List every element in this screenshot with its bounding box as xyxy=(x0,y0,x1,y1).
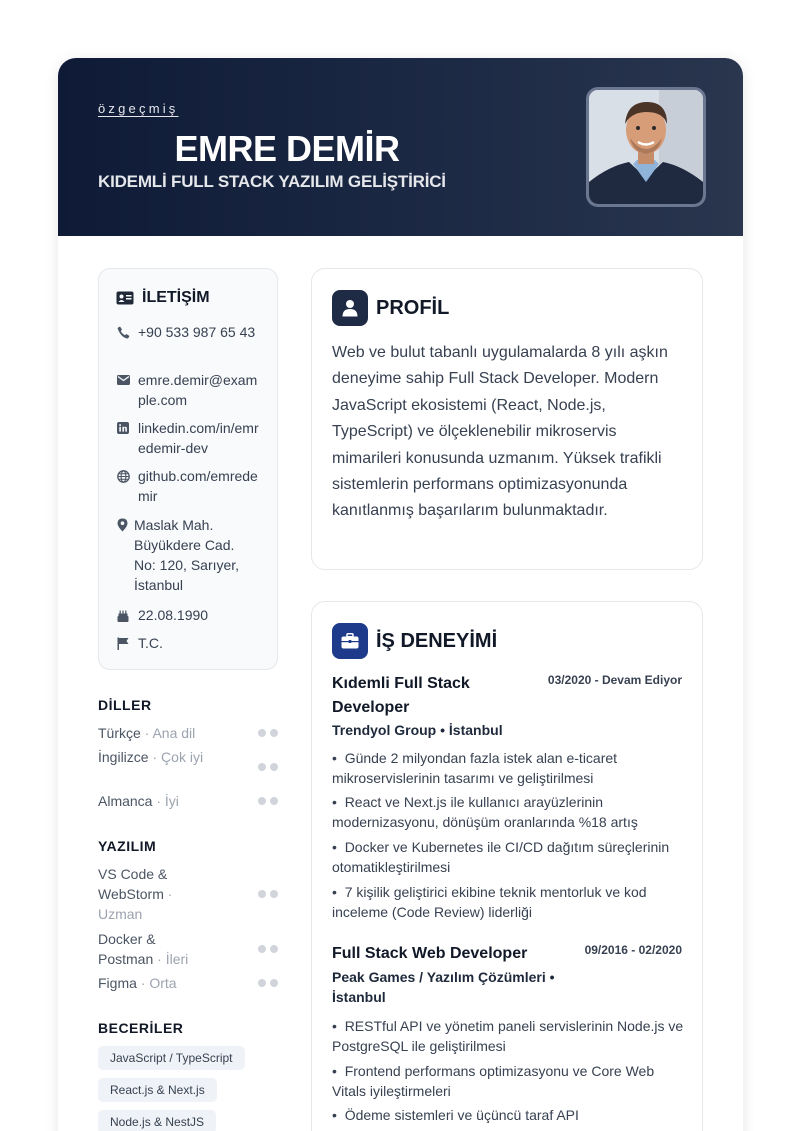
language-name: İngilizce xyxy=(98,749,149,765)
job-bullet-text: Docker ve Kubernetes ile CI/CD dağıtım süreçlerinin otomatikleştirilmesi xyxy=(332,839,670,875)
skill-chip: JavaScript / TypeScript xyxy=(98,1046,245,1070)
envelope-icon xyxy=(116,370,130,390)
job-bullet-text: Günde 2 milyondan fazla istek alan e-ticaret mikroservislerinin tasarımı ve geliştirilmesi xyxy=(332,750,618,786)
birthdate-text: 22.08.1990 xyxy=(138,607,209,623)
software-item: VS Code & WebStorm · Uzman xyxy=(98,864,278,924)
map-pin-icon xyxy=(116,515,128,535)
experience-heading-label: İŞ DENEYİMİ xyxy=(376,629,498,652)
languages-heading: DİLLER xyxy=(98,697,152,713)
language-name: Türkçe xyxy=(98,725,141,741)
sidebar xyxy=(98,268,278,1129)
contact-address xyxy=(116,515,252,595)
language-item: Almanca · İyi xyxy=(98,791,278,811)
skill-chip: React.js & Next.js xyxy=(98,1078,217,1102)
software-name: VS Code & WebStorm xyxy=(98,866,168,902)
cake-icon xyxy=(116,605,130,625)
software-heading: YAZILIM xyxy=(98,838,157,854)
job-bullet: • Docker ve Kubernetes ile CI/CD dağıtım süreçlerinin otomatikleştirilmesi xyxy=(332,839,670,875)
github-text: github.com/emredemir xyxy=(138,468,258,504)
software-item: Docker & Postman · İleri xyxy=(98,929,278,969)
email-text: emre.demir@example.com xyxy=(138,372,258,408)
job-company: Peak Games / Yazılım Çözümleri • İstanbul xyxy=(332,969,555,1005)
portrait-image xyxy=(589,90,703,204)
profile-section xyxy=(311,268,703,570)
linkedin-icon xyxy=(116,418,130,438)
software-level: Orta xyxy=(149,975,177,991)
profile-photo xyxy=(586,87,706,207)
job-bullet: • Frontend performans optimizasyonu ve Core Web Vitals iyileştirmeleri xyxy=(332,1063,655,1099)
language-level: Çok iyi xyxy=(161,749,204,765)
job-bullet: • Günde 2 milyondan fazla istek alan e-ticaret mikroservislerinin tasarımı ve geliştirilmesi xyxy=(332,750,618,786)
language-item: İngilizce · Çok iyi xyxy=(98,747,278,767)
job-bullet: • 7 kişilik geliştirici ekibine teknik mentorluk ve kod inceleme (Code Review) liderliği xyxy=(332,884,647,920)
job-bullet-text: React ve Next.js ile kullanıcı arayüzlerinin modernizasyonu, dönüşüm oranlarında %18 artış xyxy=(332,794,638,830)
profile-summary: Web ve bulut tabanlı uygulamalarda 8 yılı aşkın deneyime sahip Full Stack Developer. Modern JavaScript ekosistemi (React, Node.js, TypeScript) ve ölçeklenebilir mikroservis mimarileri konusunda uzmanım. Yüksek trafikli sistemlerin performans optimizasyonunda kanıtlanmış başarılarım bulunmaktadır. xyxy=(332,344,668,520)
language-item: Türkçe · Ana dil xyxy=(98,723,278,743)
resume-header xyxy=(58,58,743,236)
level-dots xyxy=(258,979,278,987)
contact-linkedin[interactable] xyxy=(116,418,262,458)
software-name: Docker & Postman xyxy=(98,931,156,967)
contact-heading-label: İLETİŞİM xyxy=(142,289,210,306)
contact-email[interactable] xyxy=(116,370,262,410)
software-level: Uzman xyxy=(98,906,143,922)
software-name: Figma xyxy=(98,975,137,991)
skill-chip: Node.js & NestJS xyxy=(98,1110,216,1131)
software-level: İleri xyxy=(165,951,189,967)
contact-github[interactable] xyxy=(116,466,262,506)
contact-phone[interactable] xyxy=(116,322,262,342)
job-title: Kıdemli Full Stack Developer xyxy=(332,675,470,716)
level-dots xyxy=(258,729,278,737)
level-dots xyxy=(258,945,278,953)
contact-box xyxy=(98,268,278,670)
language-name: Almanca xyxy=(98,793,153,809)
full-name: EMRE DEMİR xyxy=(174,128,400,169)
level-dots xyxy=(258,890,278,898)
job-bullet: • Ödeme sistemleri ve üçüncü taraf API xyxy=(332,1107,579,1123)
job-title-headline: KIDEMLİ FULL STACK YAZILIM GELİŞTİRİCİ xyxy=(98,172,446,191)
job-date: 03/2020 - Devam Ediyor xyxy=(547,673,682,687)
level-dots xyxy=(258,797,278,805)
briefcase-icon xyxy=(332,623,368,659)
contact-nationality xyxy=(116,633,262,653)
job-bullet-text: RESTful API ve yönetim paneli servislerinin Node.js ve PostgreSQL ile geliştirilmesi xyxy=(332,1018,684,1054)
job-bullet: • React ve Next.js ile kullanıcı arayüzlerinin modernizasyonu, dönüşüm oranlarında %18 artış xyxy=(332,794,638,830)
contact-birthdate xyxy=(116,605,262,625)
phone-text: +90 533 987 65 43 xyxy=(138,324,256,340)
phone-icon xyxy=(116,322,130,342)
contact-card-icon xyxy=(116,291,134,305)
profile-heading-label: PROFİL xyxy=(376,296,450,319)
job-bullet-text: 7 kişilik geliştirici ekibine teknik mentorluk ve kod inceleme (Code Review) liderliği xyxy=(332,884,647,920)
experience-section xyxy=(311,601,703,1131)
job-bullet: • RESTful API ve yönetim paneli servislerinin Node.js ve PostgreSQL ile geliştirilmesi xyxy=(332,1018,684,1054)
resume-card xyxy=(58,58,743,1131)
language-level: Ana dil xyxy=(152,725,196,741)
software-item: Figma · Orta xyxy=(98,973,278,993)
job-company: Trendyol Group • İstanbul xyxy=(332,722,503,738)
job-title: Full Stack Web Developer xyxy=(332,945,528,962)
profile-heading xyxy=(332,290,449,326)
language-level: İyi xyxy=(164,793,179,809)
globe-icon xyxy=(116,466,130,486)
address-text: Maslak Mah. Büyükdere Cad. No: 120, Sarıyer, İstanbul xyxy=(134,517,240,593)
resume-kicker: özgeçmiş xyxy=(98,101,179,116)
experience-heading xyxy=(332,623,497,659)
job-bullet-text: Frontend performans optimizasyonu ve Core Web Vitals iyileştirmeleri xyxy=(332,1063,655,1099)
job-date: 09/2016 - 02/2020 xyxy=(584,943,682,957)
user-icon xyxy=(332,290,368,326)
nationality-text: T.C. xyxy=(138,635,163,651)
skills-heading: BECERİLER xyxy=(98,1020,184,1036)
contact-heading xyxy=(116,289,210,307)
level-dots xyxy=(258,763,278,771)
flag-icon xyxy=(116,633,130,653)
job-bullet-text: Ödeme sistemleri ve üçüncü taraf API xyxy=(344,1107,579,1123)
linkedin-text: linkedin.com/in/emredemir-dev xyxy=(138,420,259,456)
